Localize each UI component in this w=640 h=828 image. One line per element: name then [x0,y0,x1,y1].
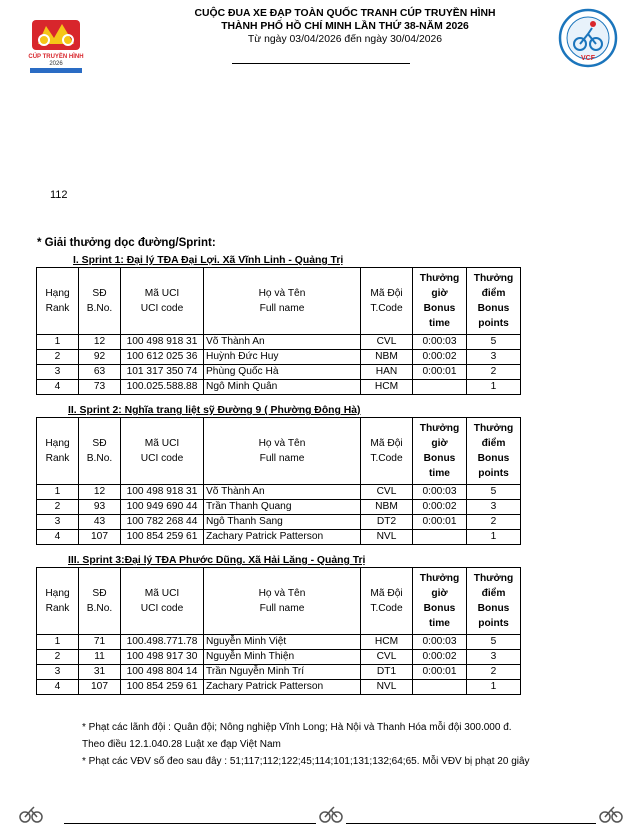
col-team: Mã Đội T.Code [361,568,413,635]
table-row: 4 107 100 854 259 61 Zachary Patrick Patterson NVL 1 [37,680,521,695]
note-rule-reference: Theo điều 12.1.040.28 Luật xe đạp Việt Nam [82,739,281,750]
sprint-3-table [36,567,521,695]
federation-logo [558,8,618,68]
col-rank: Hạng Rank [37,268,79,335]
col-team: Mã Đội T.Code [361,268,413,335]
page-number: 112 [50,189,68,201]
col-uci: Mã UCI UCI code [121,268,204,335]
table-row: 1 12 100 498 918 31 Võ Thành An CVL 0:00:03 5 [37,335,521,350]
footer-cyclist-icon [598,805,624,823]
event-logo [22,18,90,74]
note-penalty-teams: * Phạt các lãnh đội : Quân đội; Nông nghiệp Vĩnh Long; Hà Nội và Thanh Hóa mỗi đội 300.000 đ. [82,722,512,733]
sprint-1-table [36,267,521,395]
col-uci: Mã UCI UCI code [121,568,204,635]
col-uci: Mã UCI UCI code [121,418,204,485]
col-name: Họ và Tên Full name [204,568,361,635]
section-title: * Giải thưởng dọc đường/Sprint: [37,237,216,249]
col-bonus-points: Thưởng điểm Bonus points [467,568,521,635]
col-name: Họ và Tên Full name [204,268,361,335]
header-date-range: Từ ngày 03/04/2026 đến ngày 30/04/2026 [247,34,443,45]
col-rank: Hạng Rank [37,568,79,635]
svg-text:2026: 2026 [49,61,63,67]
col-bib: SĐ B.No. [79,568,121,635]
col-bib: SĐ B.No. [79,418,121,485]
col-bib: SĐ B.No. [79,268,121,335]
header-line-1: CUỘC ĐUA XE ĐẠP TOÀN QUỐC TRANH CÚP TRUYỀN HÌNH [194,8,496,19]
sprint-2-table [36,417,521,545]
footer-divider-left [64,823,316,824]
footer-divider-right [346,823,596,824]
table-row: 3 31 100 498 804 14 Trần Nguyễn Minh Trí DT1 0:00:01 2 [37,665,521,680]
col-bonus-time: Thưởng giờ Bonus time [413,268,467,335]
sprint-2-title: II. Sprint 2: Nghĩa trang liệt sỹ Đường 9 ( Phường Đông Hà) [68,405,361,416]
footer-cyclist-icon [18,805,44,823]
svg-text:VCF: VCF [581,55,595,62]
col-rank: Hạng Rank [37,418,79,485]
note-penalty-riders: * Phạt các VĐV số đeo sau đây : 51;117;112;122;45;114;101;131;132;64;65. Mỗi VĐV bị phạt 20 giây [82,756,530,767]
col-team: Mã Đội T.Code [361,418,413,485]
table-row: 2 93 100 949 690 44 Trần Thanh Quang NBM 0:00:02 3 [37,500,521,515]
table-row: 1 12 100 498 918 31 Võ Thành An CVL 0:00:03 5 [37,485,521,500]
col-bonus-points: Thưởng điểm Bonus points [467,268,521,335]
table-row: 1 71 100.498.771.78 Nguyễn Minh Việt HCM 0:00:03 5 [37,635,521,650]
table-row: 3 43 100 782 268 44 Ngô Thanh Sang DT2 0:00:01 2 [37,515,521,530]
col-bonus-time: Thưởng giờ Bonus time [413,418,467,485]
col-bonus-points: Thưởng điểm Bonus points [467,418,521,485]
footer-cyclist-icon [318,805,344,823]
table-row: 2 11 100 498 917 30 Nguyễn Minh Thiện CVL 0:00:02 3 [37,650,521,665]
svg-text:CÚP TRUYỀN HÌNH: CÚP TRUYỀN HÌNH [28,54,84,60]
sprint-3-title: III. Sprint 3:Đại lý TĐA Phước Dũng. Xã Hải Lăng - Quảng Trị [68,555,366,566]
table-row: 2 92 100 612 025 36 Huỳnh Đức Huy NBM 0:00:02 3 [37,350,521,365]
header-divider [232,63,410,64]
header-line-2: THÀNH PHỐ HỒ CHÍ MINH LẦN THỨ 38-NĂM 2026 [221,21,469,32]
col-bonus-time: Thưởng giờ Bonus time [413,568,467,635]
table-row: 4 73 100.025.588.88 Ngô Minh Quân HCM 1 [37,380,521,395]
sprint-1-title: I. Sprint 1: Đại lý TĐA Đại Lợi. Xã Vĩnh Linh - Quảng Trị [73,255,344,266]
table-row: 4 107 100 854 259 61 Zachary Patrick Patterson NVL 1 [37,530,521,545]
table-row: 3 63 101 317 350 74 Phùng Quốc Hà HAN 0:00:01 2 [37,365,521,380]
col-name: Họ và Tên Full name [204,418,361,485]
